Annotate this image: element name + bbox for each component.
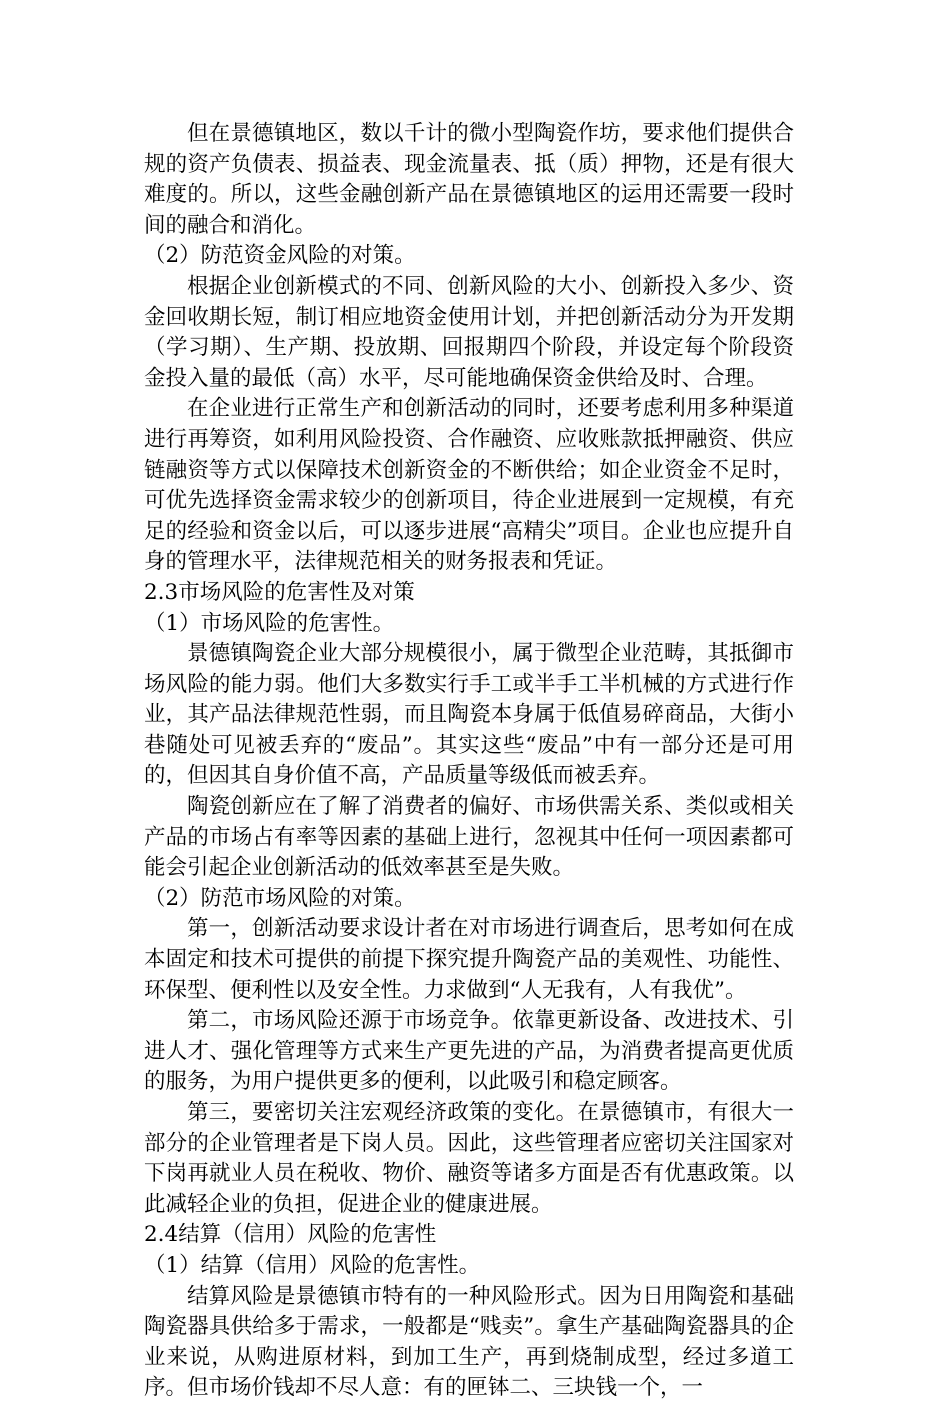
paragraph: 但在景德镇地区，数以千计的微小型陶瓷作坊，要求他们提供合规的资产负债表、损益表、现金流量表、抵（质）押物，还是有很大难度的。所以，这些金融创新产品在景德镇地区的运用还需要一段时间的融合和消化。 xyxy=(144,121,794,238)
paragraph: 结算风险是景德镇市特有的一种风险形式。因为日用陶瓷和基础陶瓷器具供给多于需求，一般都是“贱卖”。拿生产基础陶瓷器具的企业来说，从购进原材料，到加工生产，再到烧制成型，经过多道工序。但市场价钱却不尽人意：有的匣钵二、三块钱一个，一 xyxy=(144,1283,794,1401)
subheading: （2）防范市场风险的对策。 xyxy=(144,885,416,911)
paragraph: 第一，创新活动要求设计者在对市场进行调查后，思考如何在成本固定和技术可提供的前提下探究提升陶瓷产品的美观性、功能性、环保型、便利性以及安全性。力求做到“人无我有，人有我优”。 xyxy=(144,916,794,1003)
subheading: （1）结算（信用）风险的危害性。 xyxy=(144,1252,481,1278)
document-body xyxy=(144,119,794,1404)
subheading: （2）防范资金风险的对策。 xyxy=(144,243,416,269)
paragraph: 陶瓷创新应在了解了消费者的偏好、市场供需关系、类似或相关产品的市场占有率等因素的基础上进行，忽视其中任何一项因素都可能会引起企业创新活动的低效率甚至是失败。 xyxy=(144,794,794,881)
section-heading: 2.4结算（信用）风险的危害性 xyxy=(144,1222,437,1248)
paragraph: 景德镇陶瓷企业大部分规模很小，属于微型企业范畴，其抵御市场风险的能力弱。他们大多数实行手工或半手工半机械的方式进行作业，其产品法律规范性弱，而且陶瓷本身属于低值易碎商品，大街小巷随处可见被丢弃的“废品”。其实这些“废品”中有一部分还是可用的，但因其自身价值不高，产品质量等级低而被丢弃。 xyxy=(144,641,794,789)
paragraph: 第三，要密切关注宏观经济政策的变化。在景德镇市，有很大一部分的企业管理者是下岗人员。因此，这些管理者应密切关注国家对下岗再就业人员在税收、物价、融资等诸多方面是否有优惠政策。以此减轻企业的负担，促进企业的健康进展。 xyxy=(144,1100,794,1217)
paragraph: 根据企业创新模式的不同、创新风险的大小、创新投入多少、资金回收期长短，制订相应地资金使用计划，并把创新活动分为开发期（学习期）、生产期、投放期、回报期四个阶段，并设定每个阶段资金投入量的最低（高）水平，尽可能地确保资金供给及时、合理。 xyxy=(144,273,794,391)
section-heading: 2.3市场风险的危害性及对策 xyxy=(144,579,415,605)
paragraph: 在企业进行正常生产和创新活动的同时，还要考虑利用多种渠道进行再筹资，如利用风险投资、合作融资、应收账款抵押融资、供应链融资等方式以保障技术创新资金的不断供给；如企业资金不足时，可优先选择资金需求较少的创新项目，待企业进展到一定规模，有充足的经验和资金以后，可以逐步进展“高精尖”项目。企业也应提升自身的管理水平，法律规范相关的财务报表和凭证。 xyxy=(144,396,794,575)
subheading: （1）市场风险的危害性。 xyxy=(144,610,395,636)
paragraph: 第二，市场风险还源于市场竞争。依靠更新设备、改进技术、引进人才、强化管理等方式来生产更先进的产品，为消费者提高更优质的服务，为用户提供更多的便利，以此吸引和稳定顾客。 xyxy=(144,1008,794,1095)
